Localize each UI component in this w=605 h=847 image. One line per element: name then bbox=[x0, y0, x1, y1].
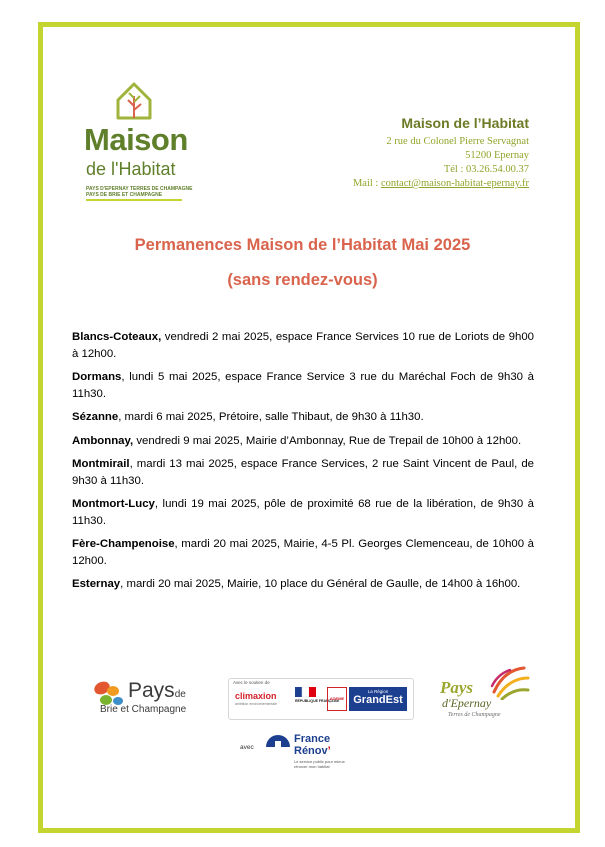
france-renov-france: France bbox=[294, 733, 331, 745]
entry-details: , mardi 20 mai 2025, Mairie, 4-5 Pl. Georges Clemenceau, de 10h00 à 12h00. bbox=[72, 538, 534, 567]
entry-details: , lundi 19 mai 2025, pôle de proximité 68 rue de la libération, de 9h30 à 11h30. bbox=[72, 498, 534, 527]
republique-francaise-text: RÉPUBLIQUE FRANÇAISE bbox=[295, 699, 340, 703]
region-name: GrandEst bbox=[353, 694, 403, 706]
france-renov-renov-word: Rénov bbox=[294, 745, 328, 757]
entry-details: , mardi 13 mai 2025, espace France Services, 2 rue Saint Vincent de Paul, de 9h30 à 11h30. bbox=[72, 458, 534, 487]
logo-tagline-2: PAYS DE BRIE ET CHAMPAGNE bbox=[86, 192, 163, 198]
logo-underline bbox=[86, 199, 182, 201]
logo-tagline-1: PAYS D'EPERNAY TERRES DE CHAMPAGNE bbox=[86, 186, 193, 192]
pays-epernay-subtitle: Terres de Champagne bbox=[448, 712, 501, 718]
contact-phone: Tél : 03.26.54.00.37 bbox=[443, 164, 529, 175]
contact-city: 51200 Epernay bbox=[465, 150, 529, 161]
list-item bbox=[72, 409, 534, 426]
france-renov-subtitle: Le service public pour mieux rénover mon habitat bbox=[294, 759, 345, 769]
contact-mail-line bbox=[353, 177, 529, 191]
permanences-list bbox=[72, 329, 534, 600]
house-roof-icon bbox=[264, 731, 292, 759]
entry-place: Esternay bbox=[72, 578, 121, 590]
entry-place: Montmort-Lucy bbox=[72, 498, 155, 510]
pays-brie-pays: Pays bbox=[128, 679, 175, 702]
entry-details: , lundi 5 mai 2025, espace France Service 3 rue du Maréchal Foch de 9h30 à 11h30. bbox=[72, 371, 534, 400]
entry-place: Fère-Champenoise bbox=[72, 538, 175, 550]
ademe-logo: ADEME bbox=[327, 687, 347, 711]
entry-details: vendredi 9 mai 2025, Mairie d’Ambonnay, Rue de Trepail de 10h00 à 12h00. bbox=[133, 434, 522, 447]
list-item bbox=[72, 433, 534, 450]
vine-leaves-icon bbox=[490, 666, 530, 700]
france-renov-renov bbox=[294, 745, 331, 757]
list-item bbox=[72, 576, 534, 593]
list-item bbox=[72, 496, 534, 529]
entry-place: Blancs-Coteaux, bbox=[72, 331, 162, 343]
contact-address: 2 rue du Colonel Pierre Servagnat bbox=[386, 136, 529, 147]
pays-brie-de: de bbox=[174, 689, 186, 700]
entry-details: , mardi 20 mai 2025, Mairie, 10 place du Général de Gaulle, de 14h00 à 16h00. bbox=[120, 578, 521, 590]
logo-habitat-text: de l'Habitat bbox=[86, 159, 176, 179]
list-item bbox=[72, 329, 534, 362]
list-item bbox=[72, 456, 534, 489]
contact-mail-label: Mail : bbox=[352, 178, 381, 189]
pays-brie-champagne-logo bbox=[92, 677, 212, 721]
logo-maison-text: Maison bbox=[84, 122, 188, 157]
maison-habitat-logo bbox=[80, 78, 193, 208]
entry-details: vendredi 2 mai 2025, espace France Services 10 rue de Loriots de 9h00 à 12h00. bbox=[72, 331, 534, 360]
contact-block bbox=[353, 116, 529, 191]
tree-house-icon bbox=[104, 78, 164, 128]
avec-text: avec bbox=[240, 744, 254, 751]
page-subtitle: (sans rendez-vous) bbox=[227, 271, 378, 289]
entry-place: Dormans bbox=[72, 371, 122, 383]
leaves-icon bbox=[92, 679, 126, 707]
climaxion-subtitle: ambition environnementale bbox=[235, 702, 278, 706]
pays-brie-subtitle: Brie et Champagne bbox=[100, 704, 187, 715]
entry-place: Ambonnay, bbox=[72, 434, 134, 447]
pays-brie-title bbox=[128, 679, 186, 703]
region-grand-est-logo bbox=[349, 687, 407, 711]
region-label: La Région bbox=[367, 689, 389, 694]
contact-org-name: Maison de l’Habitat bbox=[401, 115, 529, 131]
pays-epernay-title: Pays bbox=[440, 678, 474, 697]
contact-mail-link[interactable]: contact@maison-habitat-epernay.fr bbox=[380, 178, 529, 189]
pays-epernay-name: d'Epernay bbox=[442, 696, 492, 710]
partners-logo-box bbox=[228, 678, 414, 720]
page-title: Permanences Maison de l’Habitat Mai 2025 bbox=[134, 236, 471, 254]
entry-details: , mardi 6 mai 2025, Prétoire, salle Thibaut, de 9h30 à 11h30. bbox=[118, 411, 424, 423]
list-item bbox=[72, 369, 534, 402]
france-renov-logo bbox=[264, 727, 364, 771]
pays-epernay-logo bbox=[438, 666, 530, 724]
france-renov-apostrophe: ’ bbox=[327, 745, 331, 757]
entry-place: Montmirail bbox=[72, 458, 130, 470]
partners-soutien-text: Avec le soutien de bbox=[233, 680, 270, 685]
climaxion-logo: climaxion bbox=[235, 691, 277, 701]
entry-place: Sézanne bbox=[72, 411, 119, 423]
list-item bbox=[72, 536, 534, 569]
